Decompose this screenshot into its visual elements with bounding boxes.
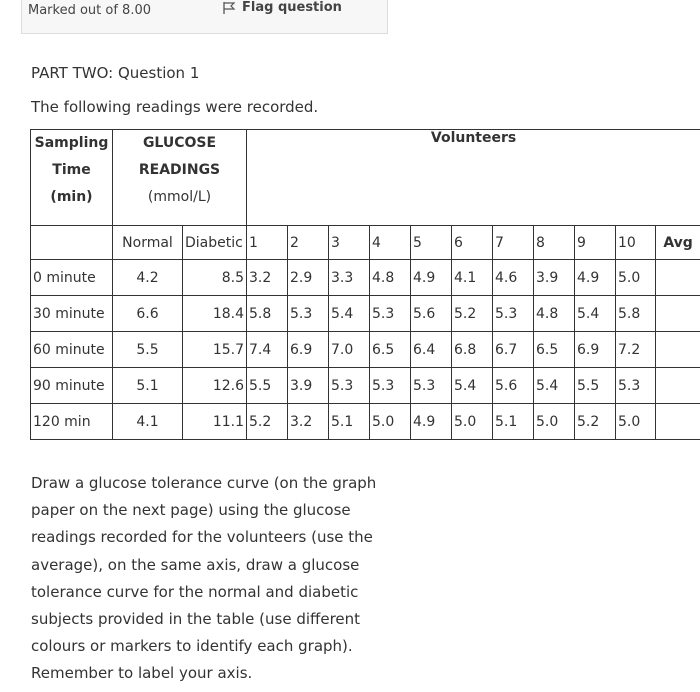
volunteer-value: 5.3 xyxy=(616,368,656,404)
diabetic-value: 8.5 xyxy=(183,260,247,296)
volunteer-value: 4.9 xyxy=(575,260,616,296)
volunteer-value: 5.3 xyxy=(370,368,411,404)
volunteer-value: 4.1 xyxy=(452,260,493,296)
volunteer-value: 5.0 xyxy=(452,404,493,440)
table-row xyxy=(31,332,700,368)
normal-value: 5.1 xyxy=(113,368,183,404)
volunteer-value: 5.3 xyxy=(493,296,534,332)
volunteer-value: 4.9 xyxy=(411,260,452,296)
volunteer-value: 5.8 xyxy=(247,296,288,332)
flag-icon xyxy=(222,1,236,15)
volunteer-value: 6.9 xyxy=(575,332,616,368)
question-intro: The following readings were recorded. xyxy=(31,98,319,116)
volunteer-value: 4.8 xyxy=(534,296,575,332)
avg-value xyxy=(656,368,700,404)
normal-value: 5.5 xyxy=(113,332,183,368)
volunteer-header: 7 xyxy=(493,226,534,260)
diabetic-value: 15.7 xyxy=(183,332,247,368)
volunteer-value: 5.4 xyxy=(329,296,370,332)
volunteer-value: 5.1 xyxy=(329,404,370,440)
flag-question-button[interactable] xyxy=(222,0,342,15)
avg-header: Avg xyxy=(656,226,700,260)
volunteer-header: 2 xyxy=(288,226,329,260)
volunteer-header: 4 xyxy=(370,226,411,260)
volunteer-value: 6.9 xyxy=(288,332,329,368)
volunteer-value: 5.0 xyxy=(616,260,656,296)
diabetic-value: 18.4 xyxy=(183,296,247,332)
avg-value xyxy=(656,404,700,440)
volunteer-value: 5.6 xyxy=(411,296,452,332)
volunteer-value: 3.3 xyxy=(329,260,370,296)
table-row xyxy=(31,368,700,404)
normal-value: 4.2 xyxy=(113,260,183,296)
volunteer-value: 5.3 xyxy=(411,368,452,404)
volunteer-value: 6.7 xyxy=(493,332,534,368)
glucose-readings-header: GLUCOSE READINGS (mmol/L) xyxy=(113,130,247,226)
avg-value xyxy=(656,260,700,296)
volunteer-value: 5.2 xyxy=(247,404,288,440)
volunteer-value: 5.0 xyxy=(370,404,411,440)
volunteer-value: 7.0 xyxy=(329,332,370,368)
volunteer-header: 5 xyxy=(411,226,452,260)
volunteers-header: Volunteers xyxy=(247,130,700,226)
question-info-box xyxy=(21,0,388,34)
volunteer-value: 4.6 xyxy=(493,260,534,296)
volunteer-value: 3.9 xyxy=(534,260,575,296)
empty-cell xyxy=(31,226,113,260)
avg-value xyxy=(656,296,700,332)
volunteer-value: 4.9 xyxy=(411,404,452,440)
volunteer-value: 6.4 xyxy=(411,332,452,368)
volunteer-value: 7.4 xyxy=(247,332,288,368)
volunteer-value: 5.8 xyxy=(616,296,656,332)
volunteer-header: 6 xyxy=(452,226,493,260)
diabetic-value: 12.6 xyxy=(183,368,247,404)
table-row xyxy=(31,260,700,296)
time-cell: 30 minute xyxy=(31,296,113,332)
volunteer-value: 5.6 xyxy=(493,368,534,404)
volunteer-value: 5.5 xyxy=(247,368,288,404)
volunteer-value: 5.3 xyxy=(288,296,329,332)
part-title: PART TWO: Question 1 xyxy=(31,64,200,82)
volunteer-value: 5.4 xyxy=(575,296,616,332)
task-instructions: Draw a glucose tolerance curve (on the graph paper on the next page) using the glucose readings recorded for the volunteers (use the average), on the same axis, draw a glucose tolerance curve for the normal and diabetic subjects provided in the table (use different colours or markers to identify each graph). Remember to label your axis. xyxy=(31,474,377,683)
volunteer-value: 5.1 xyxy=(493,404,534,440)
volunteer-header: 10 xyxy=(616,226,656,260)
volunteer-value: 5.4 xyxy=(452,368,493,404)
volunteer-value: 3.2 xyxy=(288,404,329,440)
marks-text: Marked out of 8.00 xyxy=(28,3,152,18)
volunteer-value: 5.4 xyxy=(534,368,575,404)
diabetic-header: Diabetic xyxy=(183,226,247,260)
volunteer-header: 1 xyxy=(247,226,288,260)
volunteer-value: 5.0 xyxy=(616,404,656,440)
volunteer-header: 3 xyxy=(329,226,370,260)
volunteer-value: 4.8 xyxy=(370,260,411,296)
table-subheader-row xyxy=(31,226,700,260)
volunteer-value: 5.5 xyxy=(575,368,616,404)
volunteer-value: 6.8 xyxy=(452,332,493,368)
table-header-row xyxy=(31,130,700,226)
volunteer-value: 5.3 xyxy=(370,296,411,332)
table-row xyxy=(31,404,700,440)
volunteer-header: 8 xyxy=(534,226,575,260)
volunteer-value: 7.2 xyxy=(616,332,656,368)
sampling-time-header: Sampling Time (min) xyxy=(31,130,113,226)
diabetic-value: 11.1 xyxy=(183,404,247,440)
volunteer-value: 5.2 xyxy=(452,296,493,332)
volunteer-value: 2.9 xyxy=(288,260,329,296)
volunteer-value: 3.9 xyxy=(288,368,329,404)
normal-header: Normal xyxy=(113,226,183,260)
volunteer-value: 6.5 xyxy=(534,332,575,368)
volunteer-header: 9 xyxy=(575,226,616,260)
volunteer-value: 5.0 xyxy=(534,404,575,440)
table-row xyxy=(31,296,700,332)
normal-value: 6.6 xyxy=(113,296,183,332)
time-cell: 60 minute xyxy=(31,332,113,368)
time-cell: 120 min xyxy=(31,404,113,440)
avg-value xyxy=(656,332,700,368)
volunteer-value: 5.3 xyxy=(329,368,370,404)
glucose-readings-table xyxy=(30,129,700,440)
volunteer-value: 3.2 xyxy=(247,260,288,296)
time-cell: 90 minute xyxy=(31,368,113,404)
volunteer-value: 5.2 xyxy=(575,404,616,440)
volunteer-value: 6.5 xyxy=(370,332,411,368)
flag-question-label: Flag question xyxy=(242,0,342,15)
time-cell: 0 minute xyxy=(31,260,113,296)
normal-value: 4.1 xyxy=(113,404,183,440)
